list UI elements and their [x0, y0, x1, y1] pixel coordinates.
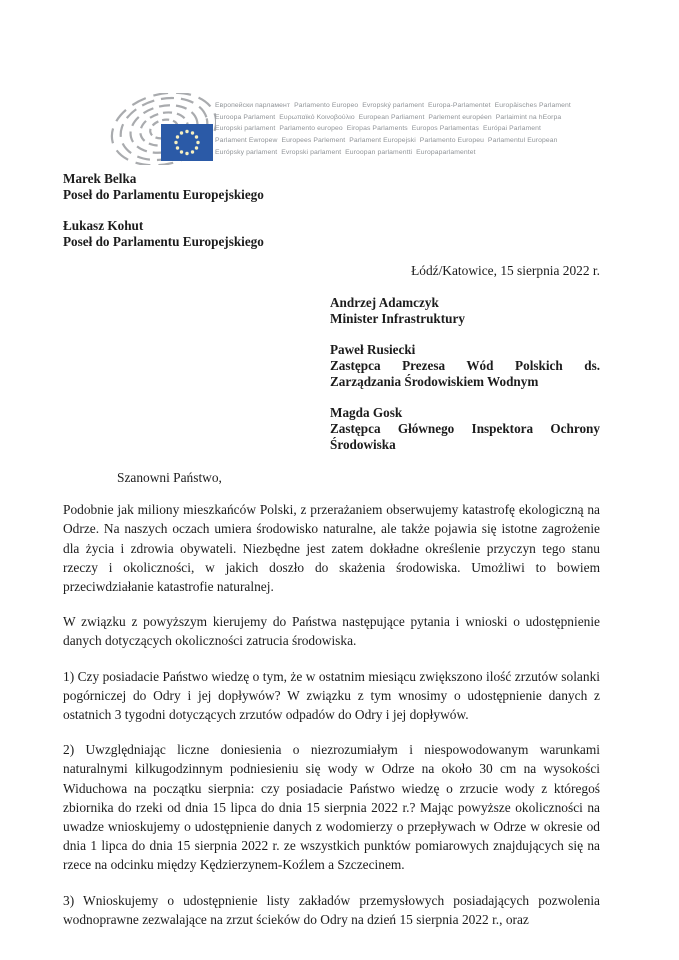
- sender-name: Marek Belka: [63, 171, 137, 186]
- wordmark-line: Európsky parlament Evropski parlament Euroopan parlamentti Europaparlamentet: [215, 148, 476, 156]
- recipient-title: Zastępca Prezesa Wód Polskich ds. Zarządzania Środowiskiem Wodnym: [330, 358, 600, 389]
- recipient-name: Magda Gosk: [330, 405, 403, 420]
- recipient-title: Zastępca Głównego Inspektora Ochrony Środowiska: [330, 421, 600, 452]
- body-paragraph: 2) Uwzględniając liczne doniesienia o niezrozumiałym i niespowodowanym warunkami naturalnymi kilkugodzinnym podniesieniu się wody w Odrze na około 30 cm na wysokości Widuchowa na początku sierpnia: czy posiadacie Państwo wiedzę o zrzucie wody z któregoś zbiornika do rzeki od dnia 15 lipca do dnia 15 sierpnia 2022 r.? Mając powyższe okoliczności na uwadze wnioskujemy o udostępnienie danych z wodomierzy o przepływach w Odrze w okresie od dnia 1 lipca do dnia 15 sierpnia 2022 r. ze wszystkich punktów pomiarowych znajdujących się na rzece na odcinku między Kędzierzynem-Koźlem a Szczecinem.: [63, 742, 600, 873]
- body-paragraph: W związku z powyższym kierujemy do Państwa następujące pytania i wnioski o udostępnienie danych dotyczących okoliczności zatrucia środowiska.: [63, 614, 600, 649]
- recipient-block: [330, 405, 600, 453]
- recipient-title: Minister Infrastruktury: [330, 311, 465, 326]
- wordmark-line: Европейски парламент Parlamento Europeo Evropský parlament Europa-Parlamentet Europäisches Parlament: [215, 102, 571, 109]
- wordmark-line: Euroopa Parlament Ευρωπαϊκό Κοινοβούλιο European Parliament Parlement européen Parlaimint na hEorpa: [215, 113, 562, 121]
- sender-name: Łukasz Kohut: [63, 218, 144, 233]
- eu-flag-icon: [161, 124, 213, 161]
- recipient-block: [330, 342, 600, 390]
- recipient-block: [330, 295, 600, 327]
- recipient-block-list: [330, 295, 600, 468]
- dateline: Łódź/Katowice, 15 sierpnia 2022 r.: [411, 263, 600, 278]
- eu-flag-stars: [161, 124, 213, 161]
- sender-block: [63, 218, 463, 250]
- letter-body: [63, 468, 600, 945]
- european-parliament-wordmark: [215, 100, 635, 159]
- sender-block: [63, 171, 463, 203]
- body-paragraph: 1) Czy posiadacie Państwo wiedzę o tym, że w ostatnim miesiącu zwiększono ilość zrzutów solanki pogórniczej do Odry i jej dopływów? W związku z tym wnosimy o udostępnienie danych z ostatnich 3 tygodni dotyczących zrzutów odpadów do Odry i jej dopływów.: [63, 668, 600, 723]
- body-paragraph: Podobnie jak miliony mieszkańców Polski, z przerażaniem obserwujemy katastrofę ekologiczną na Odrze. Na naszych oczach umiera środowisko naturalne, ale także pojawia się istotne zagrożenie dla życia i zdrowia obywateli. Niezbędne jest zatem dokładne określenie przyczyn tego stanu rzeczy i okoliczności, w jakich doszło do skażenia środowiska. Umożliwi to bowiem przeciwdziałanie katastrofie naturalnej.: [63, 502, 600, 595]
- european-parliament-logo: [104, 93, 216, 165]
- recipient-name: Paweł Rusiecki: [330, 342, 416, 357]
- sender-title: Poseł do Parlamentu Europejskiego: [63, 234, 264, 249]
- sender-block-list: [63, 171, 463, 265]
- wordmark-line: Parlament Ewropew Europees Parlement Parlament Europejski Parlamento Europeu Parlamentul European: [215, 137, 558, 145]
- wordmark-line: Europski parlament Parlamento europeo Eiropas Parlaments Europos Parlamentas Európai Parlament: [215, 125, 542, 133]
- salutation: Szanowni Państwo,: [117, 470, 222, 485]
- recipient-name: Andrzej Adamczyk: [330, 295, 439, 310]
- body-paragraph: 3) Wnioskujemy o udostępnienie listy zakładów przemysłowych posiadających pozwolenia wodnoprawne zezwalające na zrzut ścieków do Odry na dzień 15 sierpnia 2022 r., oraz: [63, 892, 600, 927]
- sender-title: Poseł do Parlamentu Europejskiego: [63, 187, 264, 202]
